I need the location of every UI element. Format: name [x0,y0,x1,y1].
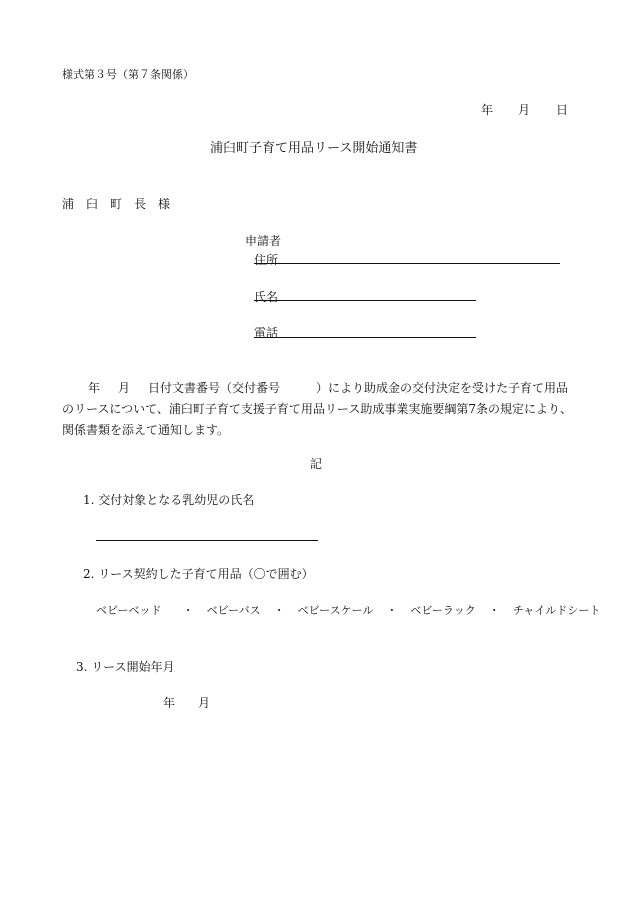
product-option[interactable]: ベビーバス [206,604,261,617]
product-option[interactable]: ベビーベッド [96,604,162,617]
lease-start-year: 年 [163,696,176,710]
product-option[interactable]: チャイルドシート [512,604,601,617]
separator: ・ [273,604,285,617]
separator: ・ [488,604,500,617]
phone-label: 電話 [254,326,279,340]
addressee-honorific: 様 [158,197,171,211]
body-part2: ）により助成金の交付決定を受けた子育て用品のリースについて、浦臼町子育て支援子育て用品リース助成事業実施要綱第7条の規定により、関係書類を添えて通知します。 [62,381,572,437]
name-line [254,300,476,301]
product-option[interactable]: ベビースケール [297,604,374,617]
ki-heading: 記 [310,457,323,471]
applicant-heading: 申請者 [245,234,282,248]
addressee-char: 臼 [86,197,99,211]
addressee-char: 長 [134,197,147,211]
body-part1: 日付文書番号（交付番号 [148,381,281,395]
product-list [96,602,600,618]
item-2-label: 2. リース契約した子育て用品（〇で囲む） [83,567,314,581]
body-month: 月 [118,381,131,395]
child-name-line [96,540,318,541]
addressee-char: 浦 [62,197,75,211]
address-line [254,263,560,264]
date-month: 月 [518,103,531,117]
date-year: 年 [481,103,494,117]
addressee-char: 町 [110,197,123,211]
date-day: 日 [556,103,569,117]
separator: ・ [182,604,194,617]
item-1-label: 1. 交付対象となる乳幼児の氏名 [83,493,255,507]
notice-paragraph [62,378,572,441]
form-number: 様式第３号（第７条関係） [62,68,194,81]
name-label: 氏名 [254,290,279,304]
body-year: 年 [88,381,101,395]
address-label: 住所 [254,253,279,267]
separator: ・ [386,604,398,617]
document-title: 浦臼町子育て用品リース開始通知書 [210,141,418,156]
lease-start-month: 月 [198,696,211,710]
item-3-label: 3. リース開始年月 [76,660,175,674]
phone-line [254,337,476,338]
product-option[interactable]: ベビーラック [410,604,476,617]
